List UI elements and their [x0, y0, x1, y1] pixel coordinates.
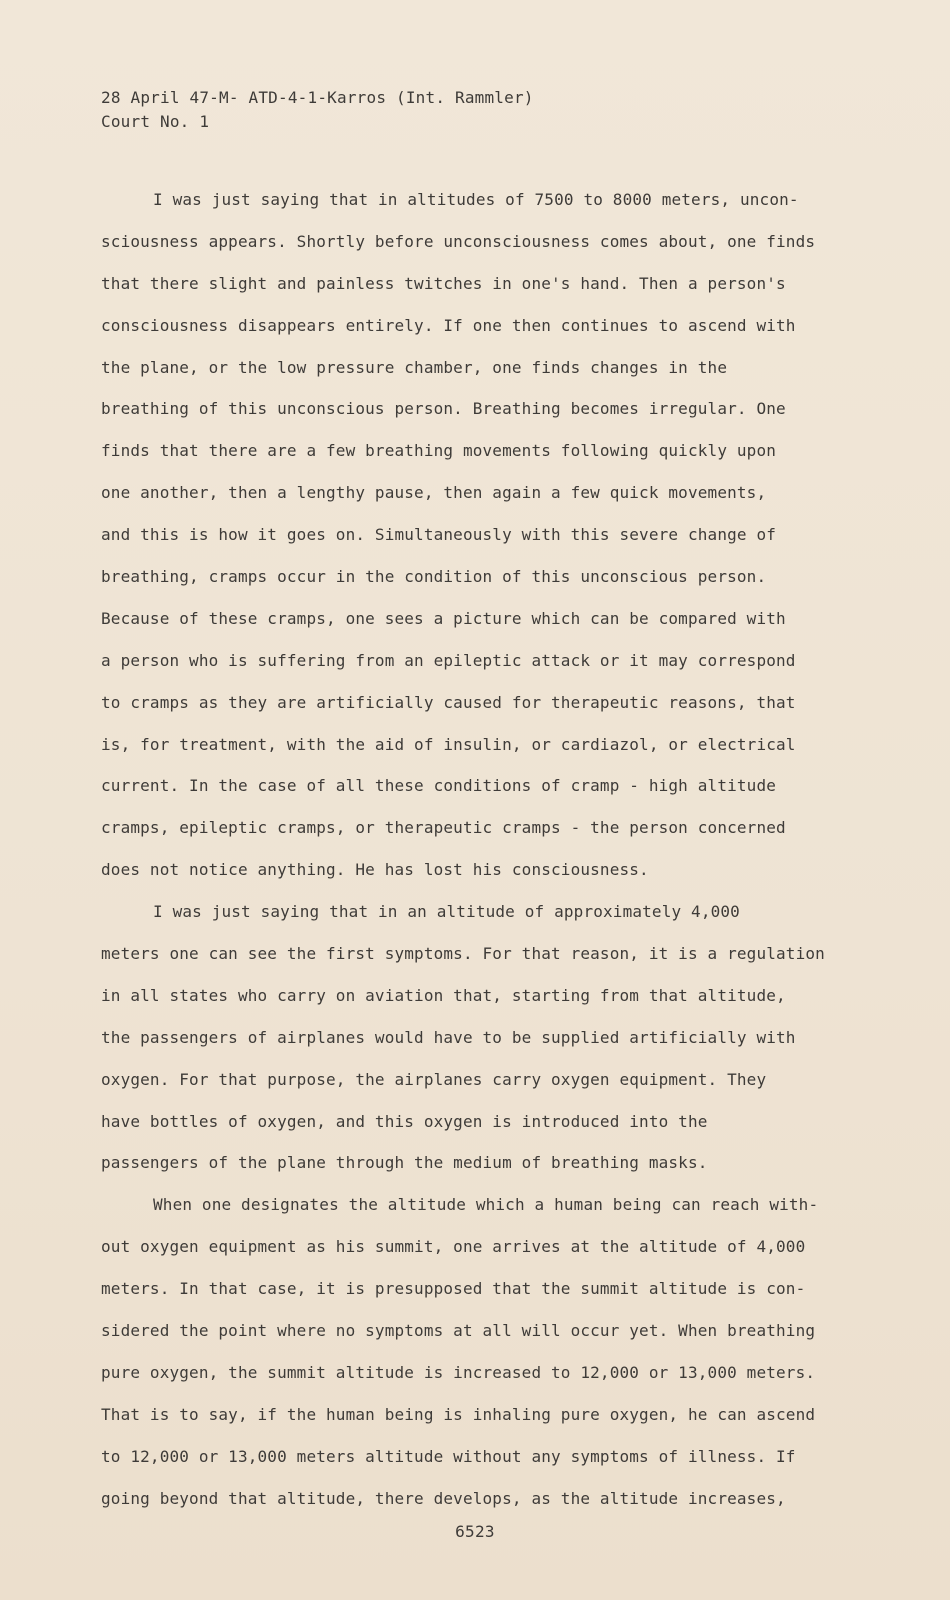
- text-line: consciousness disappears entirely. If one then continues to ascend with: [101, 315, 796, 335]
- text-line: to 12,000 or 13,000 meters altitude without any symptoms of illness. If: [101, 1446, 796, 1466]
- text-line: one another, then a lengthy pause, then again a few quick movements,: [101, 483, 767, 503]
- text-line: cramps, epileptic cramps, or therapeutic cramps - the person concerned: [101, 818, 786, 838]
- text-line: passengers of the plane through the medium of breathing masks.: [101, 1153, 708, 1173]
- text-line: does not notice anything. He has lost his consciousness.: [101, 860, 649, 880]
- text-line: the plane, or the low pressure chamber, one finds changes in the: [101, 357, 728, 377]
- text-line: have bottles of oxygen, and this oxygen is introduced into the: [101, 1111, 708, 1131]
- text-line: I was just saying that in an altitude of approximately 4,000: [153, 902, 740, 922]
- text-line: in all states who carry on aviation that, starting from that altitude,: [101, 985, 786, 1005]
- testimony-text: [101, 188, 871, 1529]
- text-line: the passengers of airplanes would have to be supplied artificially with: [101, 1027, 796, 1047]
- text-line: that there slight and painless twitches in one's hand. Then a person's: [101, 273, 786, 293]
- text-line: sciousness appears. Shortly before unconsciousness comes about, one finds: [101, 231, 816, 251]
- document-header: [101, 86, 534, 134]
- text-line: When one designates the altitude which a human being can reach with-: [153, 1195, 819, 1215]
- text-line: to cramps as they are artificially caused for therapeutic reasons, that: [101, 692, 796, 712]
- text-line: and this is how it goes on. Simultaneously with this severe change of: [101, 525, 777, 545]
- text-line: breathing, cramps occur in the condition of this unconscious person.: [101, 567, 767, 587]
- text-line: current. In the case of all these conditions of cramp - high altitude: [101, 776, 777, 796]
- text-line: Because of these cramps, one sees a picture which can be compared with: [101, 608, 786, 628]
- text-line: breathing of this unconscious person. Breathing becomes irregular. One: [101, 399, 786, 419]
- text-line: meters. In that case, it is presupposed that the summit altitude is con-: [101, 1279, 806, 1299]
- text-line: finds that there are a few breathing movements following quickly upon: [101, 441, 777, 461]
- text-line: is, for treatment, with the aid of insulin, or cardiazol, or electrical: [101, 734, 796, 754]
- text-line: a person who is suffering from an epileptic attack or it may correspond: [101, 650, 796, 670]
- header-citation: 28 April 47-M- ATD-4-1-Karros (Int. Rammler): [101, 88, 534, 107]
- text-line: oxygen. For that purpose, the airplanes carry oxygen equipment. They: [101, 1069, 767, 1089]
- text-line: pure oxygen, the summit altitude is increased to 12,000 or 13,000 meters.: [101, 1362, 816, 1382]
- text-line: going beyond that altitude, there develops, as the altitude increases,: [101, 1488, 786, 1508]
- text-line: That is to say, if the human being is inhaling pure oxygen, he can ascend: [101, 1404, 816, 1424]
- text-line: I was just saying that in altitudes of 7500 to 8000 meters, uncon-: [153, 190, 799, 209]
- text-line: sidered the point where no symptoms at all will occur yet. When breathing: [101, 1321, 816, 1341]
- text-line: out oxygen equipment as his summit, one arrives at the altitude of 4,000: [101, 1237, 806, 1257]
- page-number: 6523: [455, 1522, 495, 1541]
- header-court: Court No. 1: [101, 112, 210, 131]
- text-line: meters one can see the first symptoms. For that reason, it is a regulation: [101, 944, 825, 964]
